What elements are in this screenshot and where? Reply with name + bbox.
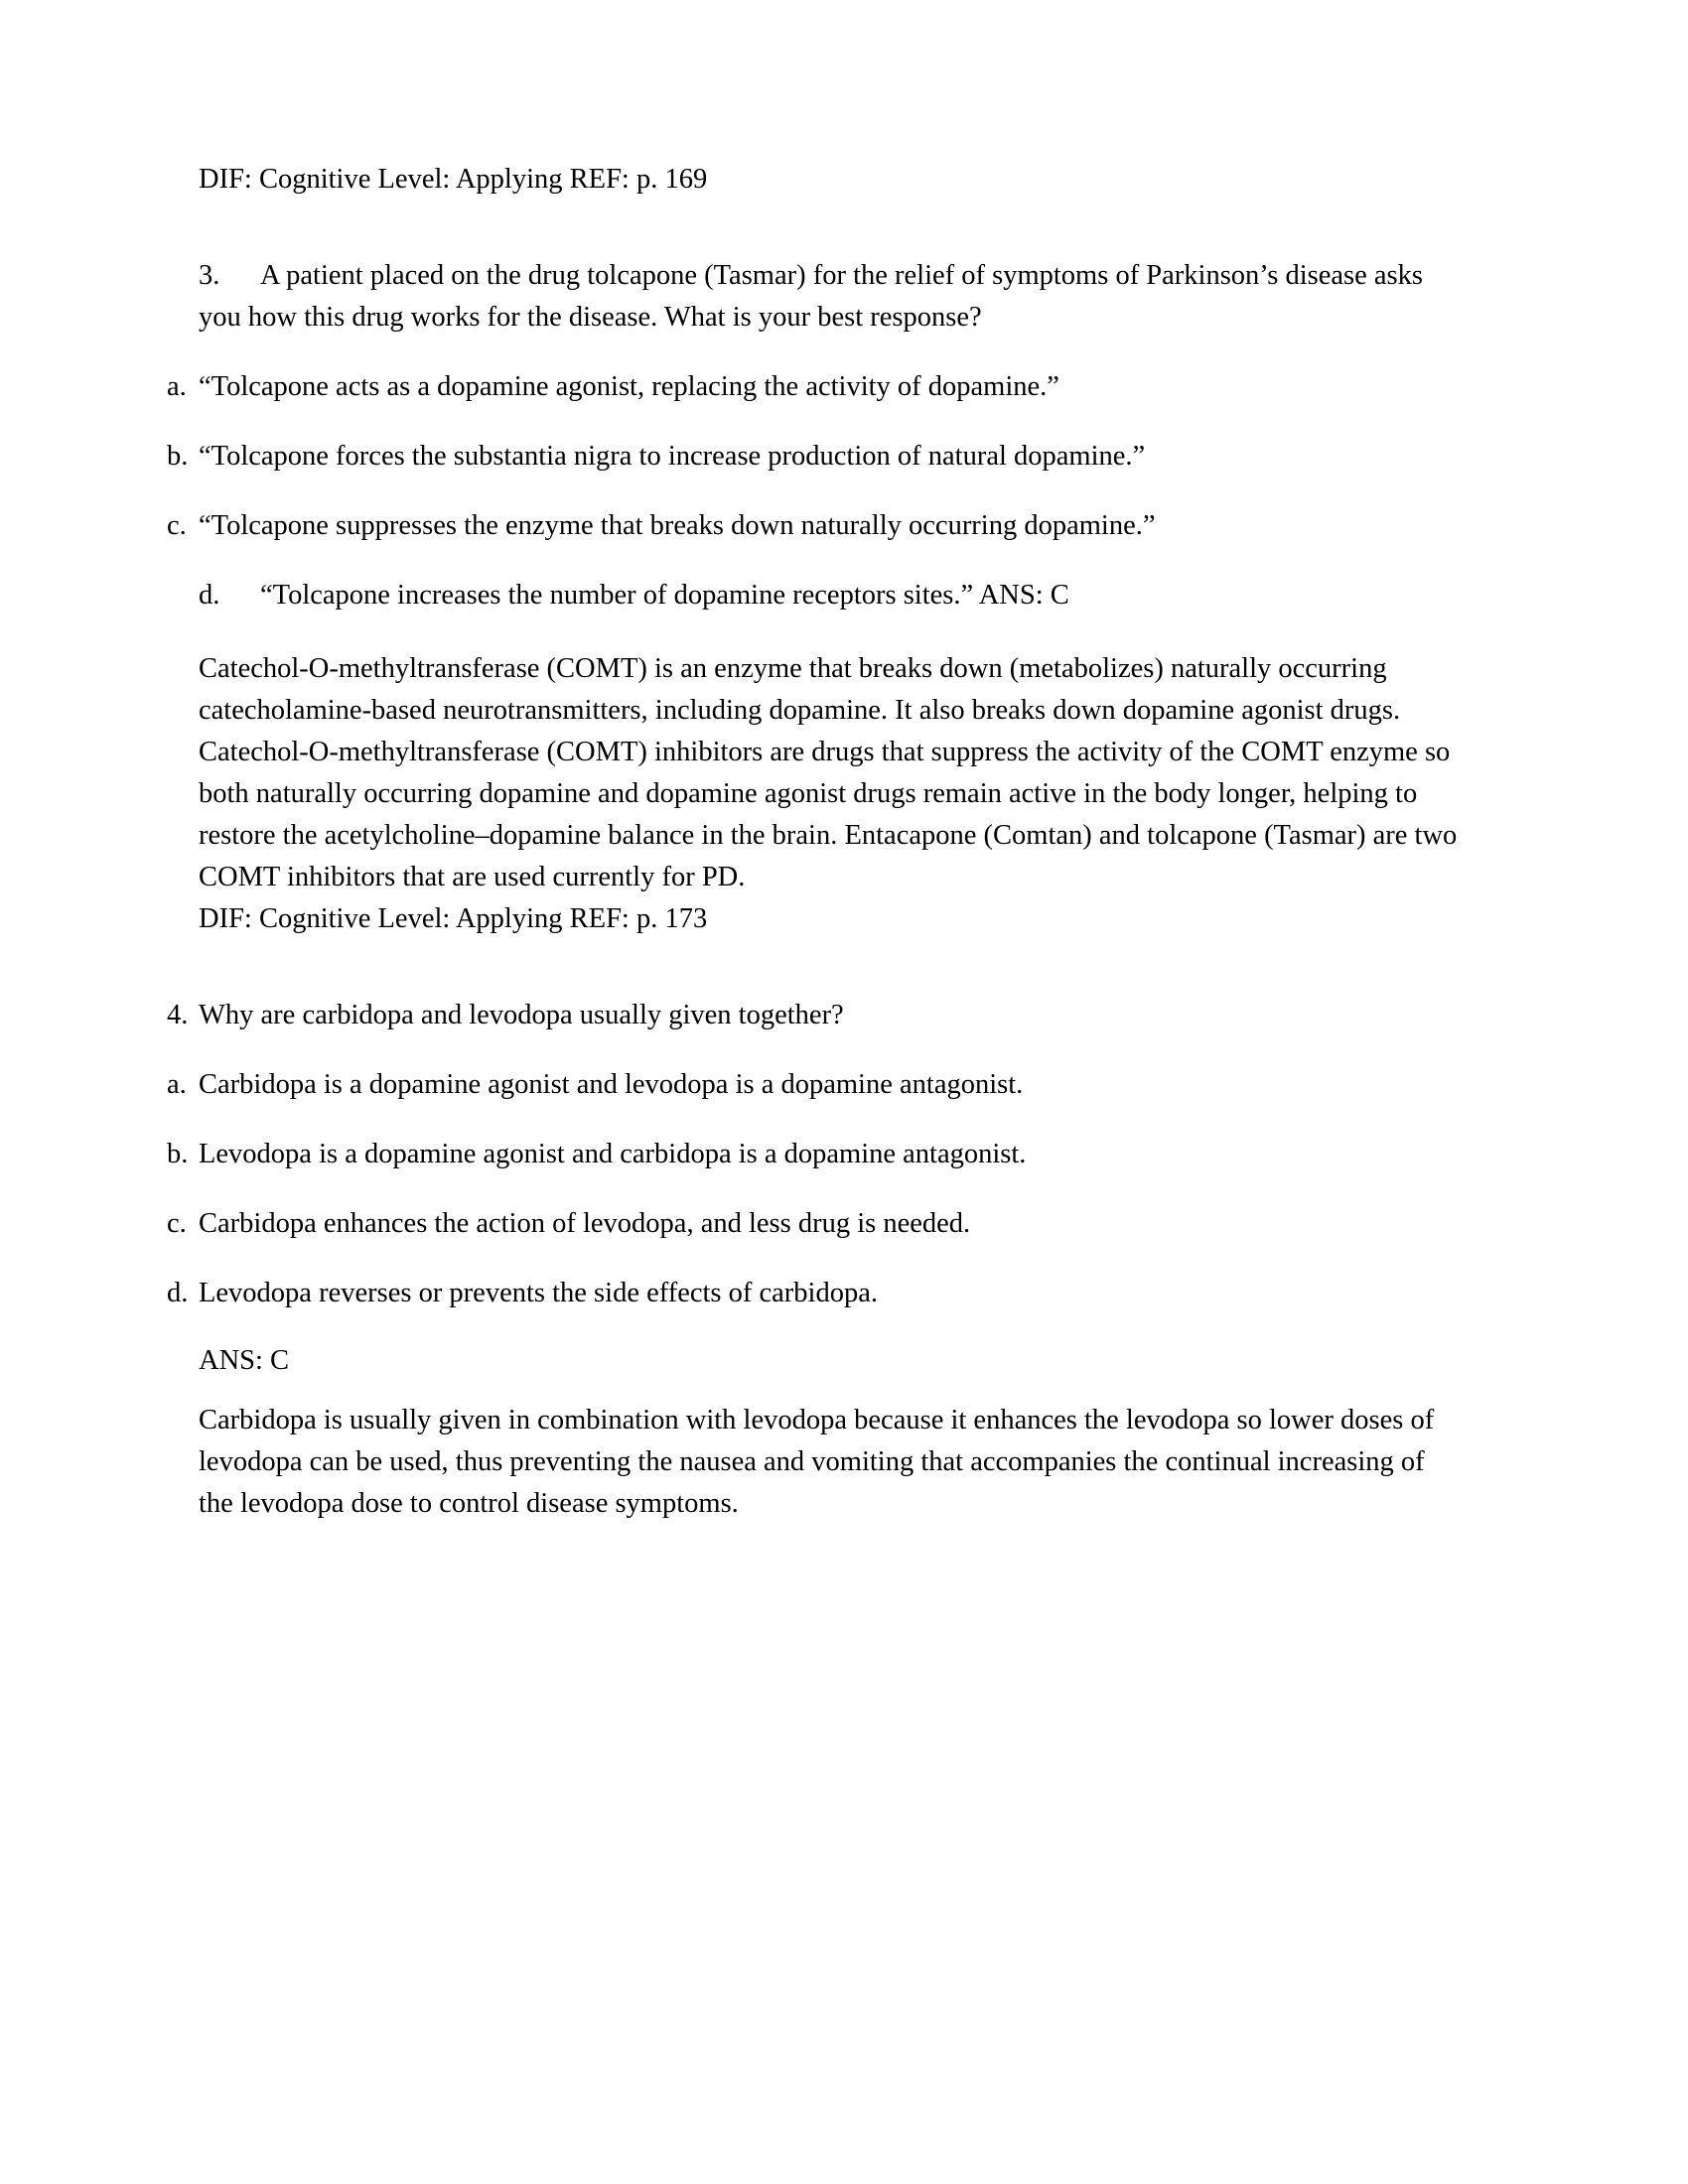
option-text: “Tolcapone forces the substantia nigra to increase production of natural dopamine.” <box>199 441 1146 472</box>
question-3-number: 3. <box>199 259 220 291</box>
option-letter: c. <box>167 1208 187 1239</box>
question-4-stem <box>167 995 1465 1036</box>
option-letter: d. <box>199 580 220 611</box>
spacer <box>167 1382 1465 1400</box>
spacer <box>167 616 1465 648</box>
spacer <box>167 1314 1465 1340</box>
option-letter: a. <box>167 371 187 402</box>
question-4-option-b[interactable] <box>167 1134 1465 1175</box>
question-4-option-d[interactable] <box>167 1273 1465 1314</box>
option-text: Levodopa reverses or prevents the side effects of carbidopa. <box>199 1278 878 1308</box>
option-text: Carbidopa enhances the action of levodopa, and less drug is needed. <box>199 1208 971 1239</box>
option-letter: c. <box>167 510 187 541</box>
option-letter: a. <box>167 1069 187 1100</box>
option-text: “Tolcapone acts as a dopamine agonist, replacing the activity of dopamine.” <box>199 371 1059 402</box>
option-text: “Tolcapone suppresses the enzyme that breaks down naturally occurring dopamine.” <box>199 510 1156 541</box>
spacer <box>167 201 1465 226</box>
option-letter: d. <box>167 1278 189 1308</box>
question-3-option-a[interactable] <box>167 366 1465 408</box>
question-3-option-c[interactable] <box>167 505 1465 547</box>
question-3-rationale: Catechol-O-methyltransferase (COMT) is an enzyme that breaks down (metabolizes) naturally occurring catecholamine-based neurotransmitters, including dopamine. It also breaks down dopamine agonist drugs. Catechol-O-methyltransferase (COMT) inhibitors are drugs that suppress the activity of the COMT enzyme so both naturally occurring dopamine and dopamine agonist drugs remain active in the body longer, helping to restore the acetylcholine–dopamine balance in the brain. Entacapone (Comtan) and tolcapone (Tasmar) are two COMT inhibitors that are used currently for PD. <box>199 653 1458 892</box>
spacer <box>167 940 1465 966</box>
option-text: Levodopa is a dopamine agonist and carbidopa is a dopamine antagonist. <box>199 1139 1027 1169</box>
question-4-option-a[interactable] <box>167 1064 1465 1106</box>
document-body <box>167 159 1465 1525</box>
question-4-stem-text: Why are carbidopa and levodopa usually given together? <box>199 999 844 1030</box>
option-letter: b. <box>167 441 189 472</box>
question-4-number: 4. <box>167 999 189 1030</box>
option-text: Carbidopa is a dopamine agonist and levodopa is a dopamine antagonist. <box>199 1069 1024 1100</box>
question-3-option-d[interactable] <box>167 575 1465 616</box>
question-4-answer-line: ANS: C <box>199 1345 290 1376</box>
question-3-stem-text: A patient placed on the drug tolcapone (Tasmar) for the relief of symptoms of Parkinson’s disease asks you how this drug works for the disease. What is your best response? <box>199 259 1423 333</box>
question-3-stem <box>199 255 1465 339</box>
option-text: “Tolcapone increases the number of dopamine receptors sites.” ANS: C <box>260 580 1069 611</box>
dif-reference-line-2: DIF: Cognitive Level: Applying REF: p. 173 <box>199 903 708 934</box>
dif-reference-line-1: DIF: Cognitive Level: Applying REF: p. 169 <box>199 164 708 195</box>
option-letter: b. <box>167 1139 189 1169</box>
question-3-option-b[interactable] <box>167 436 1465 478</box>
question-4-rationale: Carbidopa is usually given in combination with levodopa because it enhances the levodopa so lower doses of levodopa can be used, thus preventing the nausea and vomiting that accompanies the continual increasing of the levodopa dose to control disease symptoms. <box>199 1405 1435 1519</box>
question-4-option-c[interactable] <box>167 1203 1465 1245</box>
